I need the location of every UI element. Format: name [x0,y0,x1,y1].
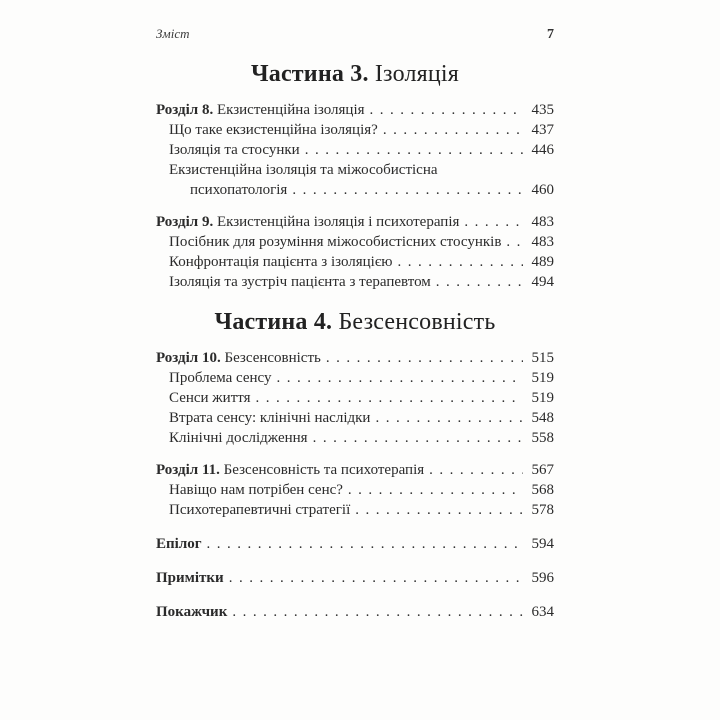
entry-title: Розділ 8. Екзистенційна ізоляція [156,102,365,118]
running-title: Зміст [156,26,190,41]
entry-title: Епілог [156,536,202,552]
entry-page: 578 [531,502,554,518]
toc-row-ch10-sub1 [156,368,554,388]
toc-row-ch11 [156,460,554,480]
part-4-name: Безсенсовність [338,309,496,335]
entry-page: 519 [531,390,554,406]
chapter-10-group [156,348,554,448]
entry-page: 460 [531,182,554,198]
entry-page: 567 [531,462,554,478]
dot-leader [383,120,523,140]
dot-leader [397,252,523,272]
dot-leader [355,500,523,520]
toc-row-ch8-sub2 [156,140,554,160]
dot-leader [429,460,523,480]
entry-title: Сенси життя [169,390,251,406]
entry-page: 494 [531,274,554,290]
dot-leader [348,480,523,500]
toc-row-ch8 [156,100,554,120]
toc-row-ch10-sub4 [156,428,554,448]
toc-row-ch10-sub2 [156,388,554,408]
running-header [156,26,554,42]
entry-title: Ізоляція та зустріч пацієнта з терапевтом [169,274,431,290]
dot-leader [207,534,523,554]
dot-leader [313,428,523,448]
entry-title: Втрата сенсу: клінічні наслідки [169,410,371,426]
part-3-title [156,60,554,88]
dot-leader [229,568,523,588]
entry-title: Екзистенційна ізоляція та міжособистісна [169,162,438,178]
chapter-9-group [156,212,554,292]
entry-title: Клінічні дослідження [169,430,308,446]
dot-leader [305,140,523,160]
entry-title: Конфронтація пацієнта з ізоляцією [169,254,393,270]
dot-leader [370,100,523,120]
entry-title: Розділ 10. Безсенсовність [156,350,321,366]
entry-page: 446 [531,142,554,158]
entry-page: 483 [531,234,554,250]
dot-leader [292,180,523,200]
entry-page: 435 [531,102,554,118]
entry-page: 483 [531,214,554,230]
entry-page: 596 [531,570,554,586]
entry-title: Проблема сенсу [169,370,272,386]
page-number: 7 [547,27,554,42]
toc-row-notes [156,568,554,588]
entry-page: 594 [531,536,554,552]
entry-title: Посібник для розуміння міжособистісних стосунків [169,234,502,250]
entry-page: 437 [531,122,554,138]
toc-row-ch8-sub3-line1 [156,160,554,180]
chapter-8-group [156,100,554,200]
entry-title: Розділ 11. Безсенсовність та психотерапія [156,462,425,478]
part-4-label: Частина 4. [214,309,333,335]
toc-row-ch8-sub3-line2 [156,180,554,200]
entry-page: 548 [531,410,554,426]
part-3-name: Ізоляція [374,61,460,87]
toc-row-epilogue [156,534,554,554]
toc-row-ch10-sub3 [156,408,554,428]
entry-title: Покажчик [156,604,228,620]
part-3-label: Частина 3. [250,61,369,87]
entry-title: Ізоляція та стосунки [169,142,300,158]
entry-page: 568 [531,482,554,498]
entry-title: Психотерапевтичні стратегії [169,502,351,518]
dot-leader [232,602,523,622]
entry-page: 515 [531,350,554,366]
entry-title: Навіщо нам потрібен сенс? [169,482,343,498]
toc-row-ch8-sub1 [156,120,554,140]
dot-leader [375,408,523,428]
toc-row-ch11-sub2 [156,500,554,520]
dot-leader [277,368,523,388]
toc-row-ch9-sub3 [156,272,554,292]
toc-row-index [156,602,554,622]
entry-page: 558 [531,430,554,446]
page-content [156,26,554,622]
entry-title: психопатологія [190,182,288,198]
dot-leader [256,388,523,408]
entry-title: Примітки [156,570,224,586]
dot-leader [436,272,523,292]
dot-leader [464,212,523,232]
toc-row-ch10 [156,348,554,368]
entry-title: Розділ 9. Екзистенційна ізоляція і психотерапія [156,214,460,230]
toc-row-ch9 [156,212,554,232]
toc-row-ch9-sub2 [156,252,554,272]
part-4-title [156,308,554,336]
dot-leader [326,348,523,368]
entry-page: 634 [531,604,554,620]
entry-page: 489 [531,254,554,270]
entry-title: Що таке екзистенційна ізоляція? [169,122,378,138]
chapter-11-group [156,460,554,520]
toc-row-ch9-sub1 [156,232,554,252]
toc-row-ch11-sub1 [156,480,554,500]
dot-leader [506,232,523,252]
entry-page: 519 [531,370,554,386]
